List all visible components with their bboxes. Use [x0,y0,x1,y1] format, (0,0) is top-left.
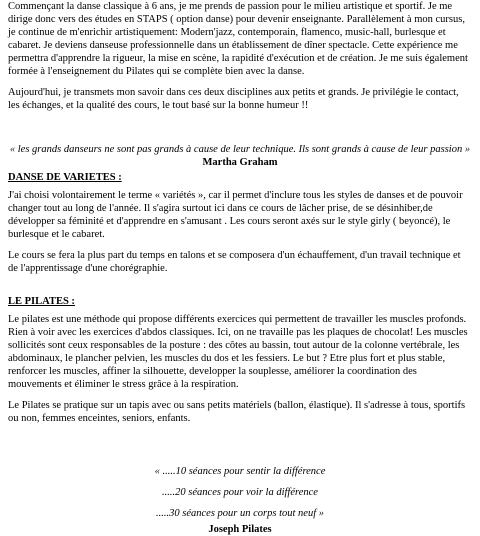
closing-quote-line-3: .....30 séances pour un corps tout neuf » [156,508,324,519]
danse-varietes-heading: DANSE DE VARIETES : [8,172,122,183]
danse-varietes-paragraph-1: J'ai choisi volontairement le terme « variétés », car il permet d'inclure tous les styles de danses et de pouvoir changer tout au long de l'année. Il s'agira surtout ici dans ce cours de lâcher prise, de se désinhiber,de développer sa féminité et d'apprendre en s'amusant . Les cours seront axés sur le style girly ( beyoncé), le burlesque et le cabaret. [8,190,463,240]
quote-text: « les grands danseurs ne sont pas grands à cause de leur technique. Ils sont grands à cause de leur passion » [9,144,471,155]
pilates-paragraph-2: Le Pilates se pratique sur un tapis avec ou sans petits matériels (ballon, élastique). Il s'adresse à tous, sportifs ou non, femmes enceintes, seniors, enfants. [8,400,466,424]
closing-quote-block [8,465,472,536]
closing-quote-author: Joseph Pilates [208,524,272,535]
intro-paragraph-2: Aujourd'hui, je transmets mon savoir dans ces deux disciplines aux petits et grands. Je privilégie le contact, les échanges, et la qualité des cours, le tout basé sur la bonne humeur !! [8,87,459,111]
danse-varietes-paragraph-2: Le cours se fera la plus part du temps en talons et se composera d'un échauffement, d'un travail technique et de l'apprentissage d'une chorégraphie. [8,250,461,274]
closing-quote-line-1: « .....10 séances pour sentir la différence [154,466,326,477]
quote-author: Martha Graham [202,157,278,168]
pilates-heading: LE PILATES : [8,296,75,307]
quote-block [8,143,472,169]
intro-paragraph-1: Commençant la danse classique à 6 ans, je me prends de passion pour le milieu artistique et sportif. Je me dirige donc vers des études en STAPS ( option danse) pour devenir enseignante. Parallèlement à mon cursus, je continue de m'enrichir artistiquement: Modern'jazz, contemporain, flamenco, music-hall, burlesque et cabaret. Je deviens danseuse professionnelle dans un établissement de dîner spectacle. Cette expérience me permettra d'apprendre la rigueur, la mise en scène, la rapidité d'exécution et de création. Je me suis également formée à l'enseignement du Pilates qui se complète bien avec la danse. [8,1,468,77]
pilates-paragraph-1: Le pilates est une méthode qui propose différents exercices qui permettent de travailler les muscles profonds. Rien à voir avec les exercices d'abdos classiques. Ici, on ne travaille pas les plaques de chocolat! Les muscles sollicités sont ceux responsables de la posture : des côtes au bassin, tout autour de la colonne vertébrale, les abdominaux, le plancher pelvien, les muscles du dos et les fessiers. Le but ? Etre plus fort et plus stable, renforcer les muscles, affiner la silhouette, developper la souplesse, améliorer la coordination des mouvements et éliminer le stress grâce à la respiration. [8,314,468,390]
closing-quote-line-2: .....20 séances pour voir la différence [162,487,318,498]
